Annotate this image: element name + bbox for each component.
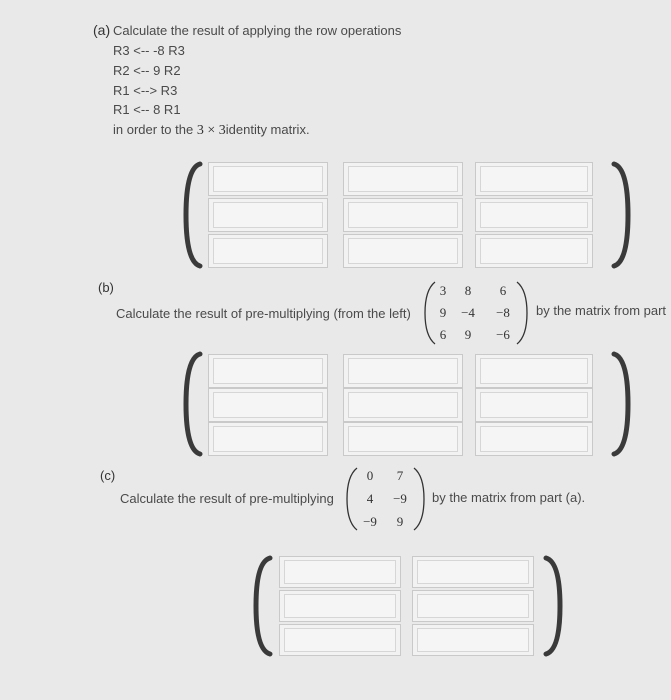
answer-b-r3c2[interactable] — [343, 422, 463, 456]
answer-b-r1c3[interactable] — [475, 354, 593, 388]
answer-a-r1c3[interactable] — [475, 162, 593, 196]
part-c-suffix: by the matrix from part (a). — [432, 490, 586, 505]
answer-c-r3c2[interactable] — [412, 624, 534, 656]
answer-b-r2c3[interactable] — [475, 388, 593, 422]
answer-a-r1c2[interactable] — [343, 162, 463, 196]
matrix-b-cell: 6 — [439, 327, 447, 342]
answer-a-r2c3[interactable] — [475, 198, 593, 232]
left-bracket-icon — [180, 350, 206, 458]
part-b-suffix: by the matrix from part — [536, 303, 667, 318]
right-bracket-icon — [608, 160, 634, 270]
matrix-b-cell: −8 — [496, 305, 510, 320]
part-b-label: (b) — [98, 280, 114, 295]
left-bracket-icon — [180, 160, 206, 270]
part-c-label: (c) — [100, 468, 116, 483]
answer-b-r2c1[interactable] — [208, 388, 328, 422]
answer-a-r3c1[interactable] — [208, 234, 328, 268]
part-c — [0, 460, 671, 700]
closing-post: identity matrix. — [225, 122, 310, 137]
answer-c-r1c1[interactable] — [279, 556, 401, 588]
matrix-b-cell: 9 — [439, 305, 447, 320]
part-b-prompt: Calculate the result of pre-multiplying (from the left) — [116, 306, 411, 321]
matrix-c-cell: 0 — [366, 468, 374, 483]
answer-a-r3c2[interactable] — [343, 234, 463, 268]
part-a-prompt: Calculate the result of applying the row operations — [113, 23, 402, 38]
answer-a-r1c1[interactable] — [208, 162, 328, 196]
answer-b-r2c2[interactable] — [343, 388, 463, 422]
matrix-c-right-paren-icon — [412, 466, 426, 532]
matrix-b-cell: 3 — [439, 283, 447, 298]
closing-pre: in order to the — [113, 122, 194, 137]
row-operation-1: R3 <-- -8 R3 — [113, 43, 185, 58]
answer-c-r1c2[interactable] — [412, 556, 534, 588]
part-a-label: (a) — [93, 22, 111, 38]
answer-c-r3c1[interactable] — [279, 624, 401, 656]
answer-b-r1c1[interactable] — [208, 354, 328, 388]
answer-a-r3c3[interactable] — [475, 234, 593, 268]
row-operation-3: R1 <--> R3 — [113, 83, 178, 98]
answer-a-r2c1[interactable] — [208, 198, 328, 232]
matrix-b-cell: 6 — [499, 283, 507, 298]
answer-b-r3c1[interactable] — [208, 422, 328, 456]
right-bracket-icon — [608, 350, 634, 458]
left-bracket-icon — [250, 554, 276, 658]
answer-c-r2c2[interactable] — [412, 590, 534, 622]
matrix-c-cell: 4 — [366, 491, 374, 506]
part-a — [0, 0, 671, 280]
matrix-c-cell: 7 — [396, 468, 404, 483]
part-b — [0, 278, 671, 458]
answer-c-r2c1[interactable] — [279, 590, 401, 622]
matrix-c-cell: −9 — [393, 491, 407, 506]
answer-b-r3c3[interactable] — [475, 422, 593, 456]
row-operation-4: R1 <-- 8 R1 — [113, 102, 181, 117]
row-operation-2: R2 <-- 9 R2 — [113, 63, 181, 78]
matrix-size: 3 × 3 — [196, 123, 226, 138]
answer-a-r2c2[interactable] — [343, 198, 463, 232]
answer-b-r1c2[interactable] — [343, 354, 463, 388]
right-bracket-icon — [540, 554, 566, 658]
matrix-c-cell: 9 — [396, 514, 404, 529]
matrix-b-right-paren-icon — [515, 280, 529, 346]
part-c-prompt: Calculate the result of pre-multiplying — [120, 491, 334, 506]
matrix-b-cell: 9 — [464, 327, 472, 342]
matrix-b-cell: −4 — [461, 305, 475, 320]
matrix-c-cell: −9 — [363, 514, 377, 529]
matrix-b-cell: 8 — [464, 283, 472, 298]
part-a-closing — [113, 122, 310, 139]
matrix-b-cell: −6 — [496, 327, 510, 342]
